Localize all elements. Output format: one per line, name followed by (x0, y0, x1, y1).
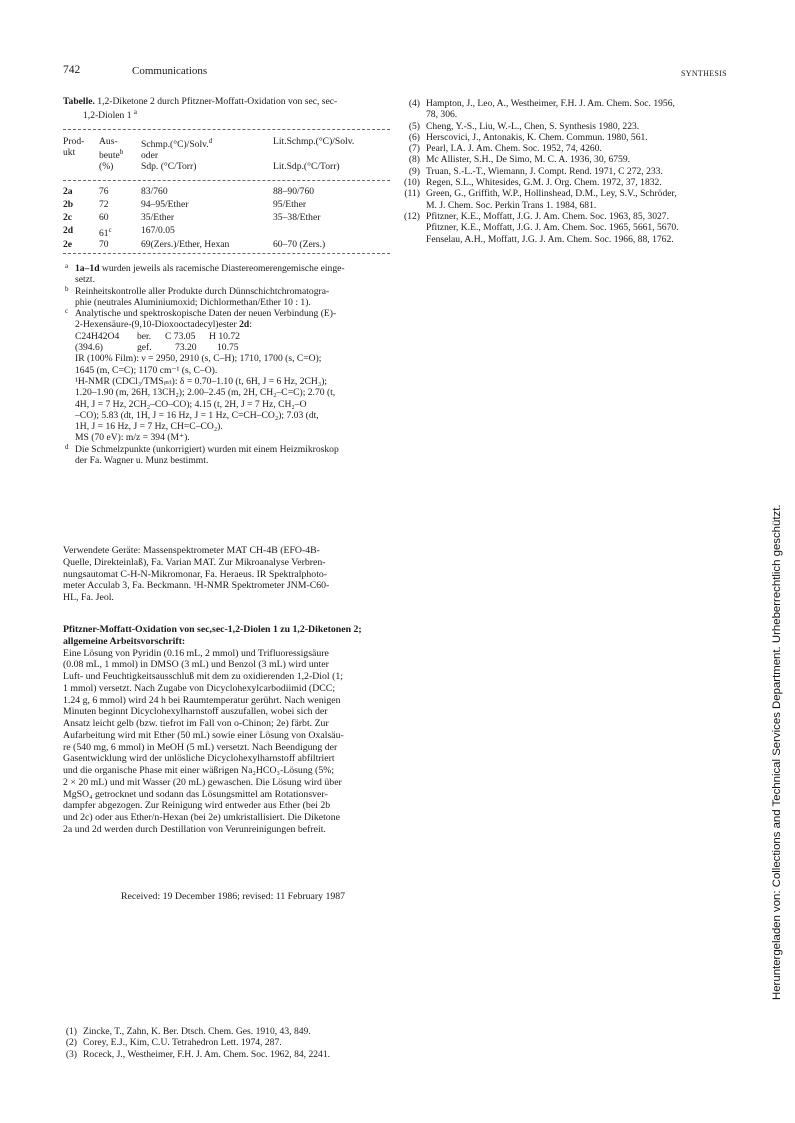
header-prod: Prod- ukt (63, 136, 85, 158)
reference-item: (9) Truan, S.-L.-T., Wiemann, J. Compt. Rend. 1971, C 272, 233. (408, 165, 663, 177)
reference-item: (12) Pfitzner, K.E., Moffatt, J.G. J. Am. Chem. Soc. 1963, 85, 3027. (404, 210, 670, 222)
procedure-heading: Pfitzner-Moffatt-Oxidation von sec,sec-1,2-Diolen 1 zu 1,2-Diketonen 2; (63, 624, 362, 635)
references-bottom (63, 1026, 330, 1060)
reference-item: (8) Mc Allister, S.H., De Simo, M. C. A. 1936, 30, 6759. (408, 154, 631, 166)
journal-name: SYNTHESIS (681, 69, 727, 78)
table-top-rule (63, 129, 390, 130)
reference-item: (2) Corey, E.J., Kim, C.U. Tetrahedron Lett. 1974, 287. (65, 1037, 282, 1049)
table-row: 2a 76 83/760 88–90/760 (63, 186, 315, 197)
footnote-a: a 1a–1d wurden jeweils als racemische Diastereomerengemische einge- setzt. (65, 262, 345, 286)
received-date: Received: 19 December 1986; revised: 11 February 1987 (121, 891, 346, 902)
reference-item: (6) Herscovici, J., Antonakis, K. Chem. Commun. 1980, 561. (408, 131, 648, 143)
section-title: Communications (132, 65, 208, 77)
table-body (63, 186, 325, 252)
header-lit: Lit.Schmp.(°C)/Solv. Lit.Sdp.(°C/Torr) (273, 136, 355, 172)
data-table (63, 136, 354, 172)
footnote-b: b Reinheitskontrolle aller Produkte durch Dünnschichtchromatogra- phie (neutrales Aluminiumoxid; Dichlormethan/Ether 10 : 1). (65, 284, 330, 308)
table-caption: Tabelle. 1,2-Diketone 2 durch Pfitzner-Moffatt-Oxidation von sec, sec- 1,2-Diolen 1 $^a$ (63, 96, 338, 122)
table-row: 2b 72 94–95/Ether 95/Ether (63, 199, 307, 210)
footnote-d: d Die Schmelzpunkte (unkorrigiert) wurden mit einem Heizmikroskop der Fa. Wagner u. Munz bestimmt. (65, 442, 339, 467)
table-row: 2e 70 69(Zers.)/Ether, Hexan 60–70 (Zers.) (63, 239, 326, 251)
procedure-section (63, 624, 398, 836)
page-number: 742 (63, 64, 81, 76)
header-yield: Aus- beute$^b$ (%) (99, 136, 124, 173)
table-row: 2d 61$^c$ 167/0.05 (63, 225, 175, 240)
reference-item: (11) Green, G., Griffith, W.P., Hollinshead, D.M., Ley, S.V., Schröder, (404, 188, 677, 200)
table-header-row (63, 136, 354, 172)
header-mp: Schmp.(°C)/Solv.$^d$ oder Sdp. (°C/Torr) (141, 137, 213, 173)
procedure-text: Eine Lösung von Pyridin (0.16 mL, 2 mmol) und Trifluoressigsäure (0.08 mL, 1 mmol) in DMSO (3 mL) und Benzol (3 mL) wird unter Luft- und Feuchtigkeitsausschluß mit dem zu oxidierenden 1,2-Diol (1; 1 mmol) versetzt. Nach Zugabe von Dicyclohexylcarbodiimid (DCC; 1.24 g, 6 mmol) wird 24 h bei Raumtemperatur gerührt. Nach wenigen Minuten beginnt Dicyclohexylharnstoff auszufallen, wobei sich der Ansatz leicht gelb (bzw. tiefrot im Fall von o-Chinon; 2e) färbt. Zur Aufarbeitung wird mit Ether (50 mL) sowie einer Lösung von Oxalsäu- re (540 mg, 6 mmol) in MeOH (5 mL) versetzt. Nach Beendigung der Gasentwicklung wird der unlösliche Dicyclohexylharnstoff abfiltriert und die organische Phase mit einer wäßrigen Na₂HCO₃-Lösung (5%; 2 × 20 mL) und mit Wasser (20 mL) gewaschen. Die Lösung wird über MgSO₄ getrocknet und sodann das Lösungsmittel am Rotationsver- dampfer abgezogen. Zur Reinigung wird entweder aus Ether (bei 2b und 2c) oder aus Ether/n-Hexan (bei 2e) umkristallisiert. Die Diketone 2a und 2d werden durch Destillation von Verunreinigungen befreit. (63, 647, 344, 835)
reference-item: (5) Cheng, Y.-S., Liu, W.-L., Chen, S. Synthesis 1980, 223. (408, 120, 640, 132)
equipment-paragraph: Verwendete Geräte: Massenspektrometer MAT CH-4B (EFO-4B- Quelle, Direkteinlaß), Fa. Varian MAT. Zur Mikroanalyse Verbren- nungsautomat C-H-N-Mikromonar, Fa. Heraeus. IR Spektralphoto- meter Acculab 3, Fa. Beckmann. ¹H-NMR Spektrometer JNM-C60- HL, Fa. Jeol. (63, 545, 330, 603)
reference-item: (10) Regen, S.L., Whitesides, G.M. J. Org. Chem. 1972, 37, 1832. (404, 177, 662, 189)
reference-item: (3) Roceck, J., Westheimer, F.H. J. Am. Chem. Soc. 1962, 84, 2241. (65, 1048, 331, 1060)
reference-item: (4) Hampton, J., Leo, A., Westheimer, F.H. J. Am. Chem. Soc. 1956, (408, 98, 675, 109)
table-mid-rule (63, 180, 390, 181)
table-row: 2c 60 35/Ether 35–38/Ether (63, 212, 321, 223)
procedure-subheading: allgemeine Arbeitsvorschrift: (63, 635, 186, 647)
table-footnotes (63, 263, 393, 466)
references-right: (4) Hampton, J., Leo, A., Westheimer, F.H. J. Am. Chem. Soc. 1956, 78, 306. (5) Cheng, Y.-S., Liu, W.-L., Chen, S. Synthesis 1980, 223. (6) Herscovici, J., Antonakis, K. Chem. Commun. 1980, 561. (7) Pearl, I.A. J. Am. Chem. Soc. 1952, 74, 4260. (8) Mc Allister, S.H., De Simo, M. C. A. 1936, 30, 6759. (9) Truan, S.-L.-T., Wiemann, J. Compt. Rend. 1971, C 272, 233. (10) Regen, S.L., Whitesides, G.M. J. Org. Chem. 1972, 37, 1832. (11) Green, G., Griffith, W.P., Hollinshead, D.M., Ley, S.V., Schröder, M. J. Chem. Soc. Perkin Trans 1. 1984, 681. (12) Pfitzner, K.E., Moffatt, J.G. J. Am. Chem. Soc. 1963, 85, 3027. Pfitzner, K.E., Moffatt, J.G. J. Am. Chem. Soc. 1965, 5661, 5670. Fenselau, A.H., Moffatt, J.G. J. Am. Chem. Soc. 1966, 88, 1762. (396, 98, 679, 245)
footnote-c: c Analytische und spektroskopische Daten der neuen Verbindung (E)- 2-Hexensäure-(9,10-Dioxooctadecyl)ester 2d: C24H42O4 ber. C 73.05 H 10.72 (394.6) gef. 73.20 10.75 IR (100% Film): ν = 2950, 2910 (s, C–H); 1710, 1700 (s, C=O); 1645 (m, C=C); 1170 cm⁻¹ (s, C–O). ¹H-NMR (CDCl₃/TMSᵢₙₜ): δ = 0.70–1.10 (t, 6H, J = 6 Hz, 2CH₃); 1.20–1.90 (m, 26H, 13CH₂); 2.00–2.45 (m, 2H, CH₂–C=C); 2.70 (t, 4H, J = 7 Hz, 2CH₂–CO–CO); 4.15 (t, 2H, J = 7 Hz, CH₂–O –CO); 5.83 (dt, 1H, J = 16 Hz, J = 1 Hz, C=CH–CO₂); 7.03 (dt, 1H, J = 16 Hz, J = 7 Hz, CH=C–CO₂). MS (70 eV): m/z = 394 (M⁺). (65, 307, 337, 444)
download-watermark: Heruntergeladen von: Collections and Technical Services Department. Urheberrechtlich geschützt. (771, 504, 783, 1000)
reference-item: (7) Pearl, I.A. J. Am. Chem. Soc. 1952, 74, 4260. (408, 143, 602, 155)
reference-item: (1) Zincke, T., Zahn, K. Ber. Dtsch. Chem. Ges. 1910, 43, 849. (65, 1026, 311, 1037)
table-bottom-rule (63, 253, 390, 254)
